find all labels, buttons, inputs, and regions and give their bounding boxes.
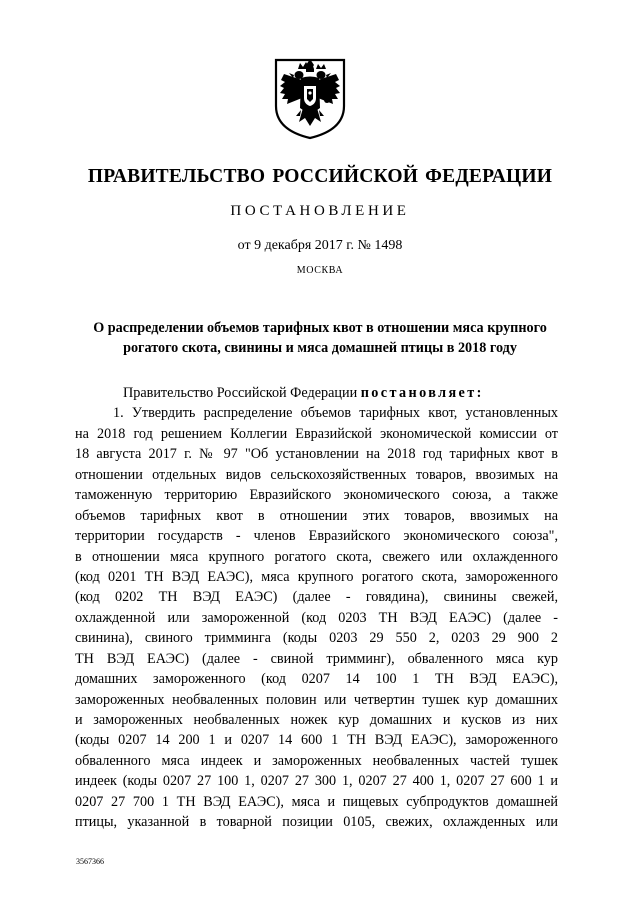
preamble-verb: постановляет: [360,385,484,401]
item-line: и замороженных необваленных ножек кур домашних и кусков из них [75,712,558,728]
issue-city: МОСКВА [296,265,344,276]
item-line: 0207 27 700 1 ТН ВЭД ЕАЭС), мяса и пищевых субпродуктов домашней [75,793,558,810]
subject-line: рогатого скота, свинины и мяса домашней птицы в 2018 году [123,340,517,356]
item-line: свинина), свиного тримминга (коды 0203 29 550 2, 0203 29 900 2 [75,630,558,647]
item-line: птицы, указанной в товарной позиции 0105, свежих, охлажденных или [75,814,558,831]
item-line: 1. Утвердить распределение объемов тарифных квот, установленных [113,405,558,422]
item-line: (код 0202 ТН ВЭД ЕАЭС) (далее - говядина), свинины свежей, [75,589,558,606]
document-body [75,383,558,833]
preamble-text: Правительство Российской Федерации [123,385,361,401]
document-code: 3567366 [76,857,104,866]
government-title: ПРАВИТЕЛЬСТВО РОССИЙСКОЙ ФЕДЕРАЦИИ [87,166,553,187]
preamble-line [75,383,558,403]
item-line: индеек (коды 0207 27 100 1, 0207 27 300 1, 0207 27 400 1, 0207 27 600 1 и [75,773,558,790]
item-line: на 2018 год решением Коллегии Евразийской экономической комиссии от [75,425,558,442]
document-subject [60,318,580,358]
item-line: ТН ВЭД ЕАЭС) (далее - свиной тримминг), обваленного мяса кур [75,650,558,667]
item-line: 18 августа 2017 г. № 97 "Об установлении на 2018 год тарифных квот в [75,446,558,463]
item-line: замороженных необваленных половин или четвертин тушек кур домашних [75,691,558,708]
item-line: охлажденной или замороженной (код 0203 ТН ВЭД ЕАЭС) (далее - [75,609,558,626]
document-date-number: от 9 декабря 2017 г. № 1498 [237,238,403,253]
item-line: объемов тарифных квот в отношении этих товаров, ввозимых на [75,507,558,524]
subject-line: О распределении объемов тарифных квот в отношении мяса крупного [93,320,547,336]
coat-of-arms-icon [272,56,348,140]
item-line: (коды 0207 14 200 1 и 0207 14 600 1 ТН ВЭД ЕАЭС), замороженного [75,732,558,749]
item-line: (код 0201 ТН ВЭД ЕАЭС), мяса крупного рогатого скота, замороженного [75,568,558,585]
item-line: таможенную территорию Евразийского экономического союза, а также [75,487,558,504]
item-line: домашних замороженного (код 0207 14 100 1 ТН ВЭД ЕАЭС), [75,671,558,688]
item-line: отношении отдельных видов сельскохозяйственных товаров, ввозимых на [75,466,558,483]
item-line: обваленного мяса индеек и замороженных необваленных частей тушек [75,752,558,769]
document-type: ПОСТАНОВЛЕНИЕ [230,203,410,219]
item-line: в отношении мяса крупного рогатого скота, свежего или охлажденного [75,548,558,565]
item-line: территории государств - членов Евразийского экономического союза", [75,528,558,545]
